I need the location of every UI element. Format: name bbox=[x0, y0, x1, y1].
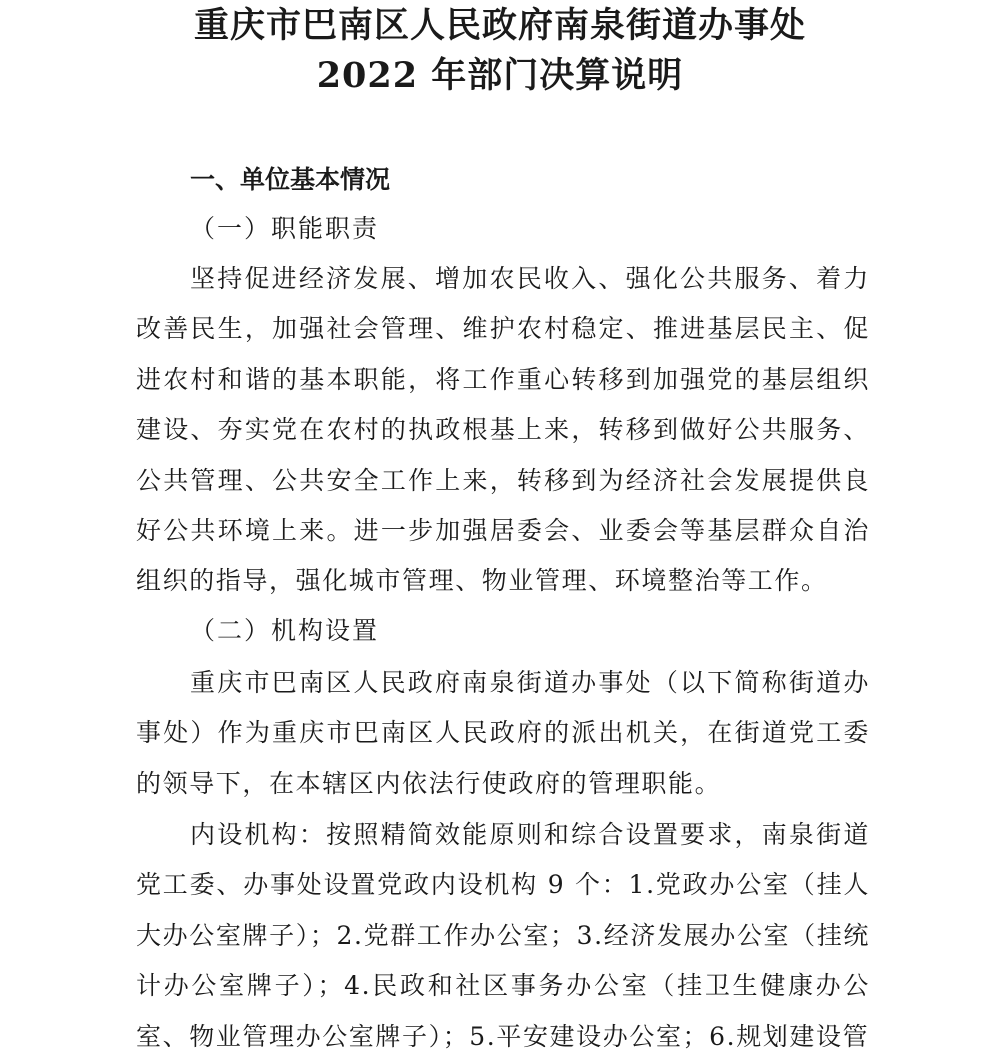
paragraph-functions: 坚持促进经济发展、增加农民收入、强化公共服务、着力改善民生，加强社会管理、维护农村稳定、推进基层民主、促进农村和谐的基本职能，将工作重心转移到加强党的基层组织建设、夯实党在农村的执政根基上来，转移到做好公共服务、公共管理、公共安全工作上来，转移到为经济社会发展提供良好公共环境上来。进一步加强居委会、业委会等基层群众自治组织的指导，强化城市管理、物业管理、环境整治等工作。 bbox=[136, 264, 870, 596]
section-heading-basic-info: 一、单位基本情况 bbox=[190, 165, 391, 194]
document-title-line2: 2022 年部门决算说明 bbox=[316, 55, 684, 96]
paragraph-internal-departments: 内设机构：按照精简效能原则和综合设置要求，南泉街道党工委、办事处设置党政内设机构 9 个：1.党政办公室（挂人大办公室牌子）；2.党群工作办公室；3.经济发展办公室（挂统计办公室牌子）；4.民政和社区事务办公室（挂卫生健康办公室、物业管理办公室牌子）；5.平安建设办公室；6.规划建设管 bbox=[136, 820, 870, 1051]
subsection-heading-organization: （二）机构设置 bbox=[190, 616, 380, 645]
subsection-heading-functions: （一）职能职责 bbox=[190, 214, 380, 243]
document-title-line1: 重庆市巴南区人民政府南泉街道办事处 bbox=[193, 5, 806, 46]
paragraph-organization-intro: 重庆市巴南区人民政府南泉街道办事处（以下简称街道办事处）作为重庆市巴南区人民政府的派出机关，在街道党工委的领导下，在本辖区内依法行使政府的管理职能。 bbox=[136, 668, 870, 798]
